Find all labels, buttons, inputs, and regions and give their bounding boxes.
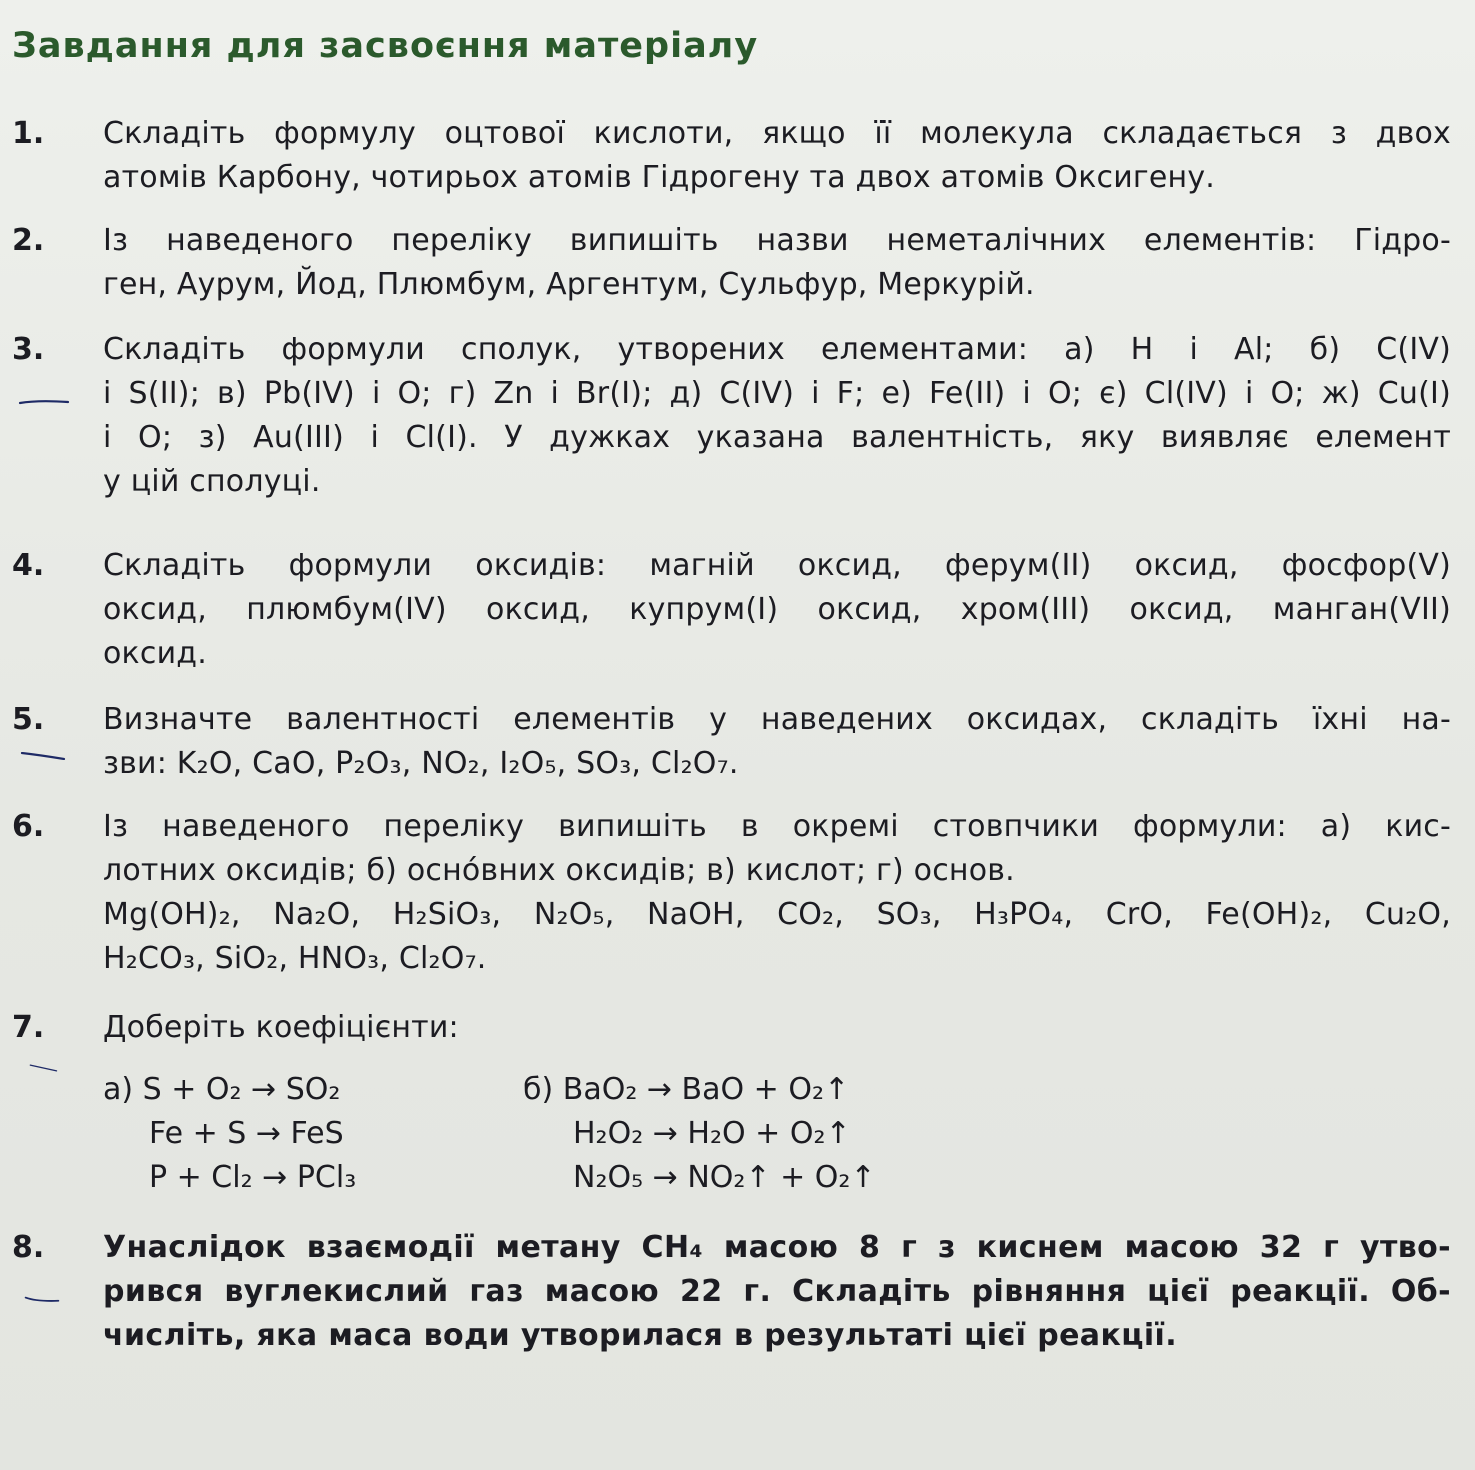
task-text — [103, 112, 1451, 200]
task-text — [103, 1226, 1451, 1358]
task-number: 7. — [12, 1010, 45, 1045]
equations-column-b — [523, 1068, 876, 1200]
equation: Fe + S → FeS — [149, 1116, 344, 1151]
task-number: 6. — [12, 809, 45, 844]
task-line: і S(II); в) Pb(IV) і O; г) Zn і Br(I); д) C(IV) і F; е) Fe(II) і O; є) Cl(IV) і O; ж) Cu(I) — [103, 376, 1451, 411]
equation: N₂O₅ → NO₂↑ + O₂↑ — [573, 1160, 876, 1195]
task-number: 8. — [12, 1230, 45, 1265]
equation: P + Cl₂ → PCl₃ — [149, 1160, 357, 1195]
task-line: Складіть формули оксидів: магній оксид, ферум(II) оксид, фосфор(V) — [103, 548, 1451, 583]
task-text — [103, 328, 1451, 504]
task-line: Складіть формулу оцтової кислоти, якщо її молекула складається з двох — [103, 116, 1451, 151]
task-number: 1. — [12, 116, 45, 151]
formula-list-line: H₂CO₃, SiO₂, HNO₃, Cl₂O₇. — [103, 941, 487, 976]
task-text — [103, 805, 1451, 981]
section-title: Завдання для засвоєння матеріалу — [12, 26, 759, 66]
task-line: рився вуглекислий газ масою 22 г. Складіть рівняння цієї реакції. Об- — [103, 1274, 1451, 1309]
task-number: 5. — [12, 702, 45, 737]
equations-column-a — [103, 1068, 356, 1200]
task-line: Складіть формули сполук, утворених елементами: а) H і Al; б) C(IV) — [103, 332, 1451, 367]
task-text — [103, 1006, 1451, 1050]
task-line: Доберіть коефіцієнти: — [103, 1010, 459, 1045]
equation: H₂O₂ → H₂O + O₂↑ — [573, 1116, 851, 1151]
task-line: ген, Аурум, Йод, Плюмбум, Аргентум, Сульфур, Меркурій. — [103, 267, 1035, 302]
task-line: у цій сполуці. — [103, 464, 321, 499]
task-line: Визначте валентності елементів у наведених оксидах, складіть їхні на- — [103, 702, 1451, 737]
task-text — [103, 698, 1451, 786]
task-line: зви: K₂O, CaO, P₂O₃, NO₂, I₂O₅, SO₃, Cl₂O₇. — [103, 746, 739, 781]
equation: а) S + O₂ → SO₂ — [103, 1072, 341, 1107]
task-text — [103, 544, 1451, 676]
task-line: оксид, плюмбум(IV) оксид, купрум(I) оксид, хром(III) оксид, манган(VII) — [103, 592, 1451, 627]
task-line: Унаслідок взаємодії метану CH₄ масою 8 г з киснем масою 32 г утво- — [103, 1230, 1451, 1265]
task-line: оксид. — [103, 636, 207, 671]
task-text — [103, 219, 1451, 307]
task-number: 3. — [12, 332, 45, 367]
pen-mark — [18, 398, 70, 406]
task-number: 2. — [12, 223, 45, 258]
task-line: атомів Карбону, чотирьох атомів Гідрогену та двох атомів Оксигену. — [103, 160, 1216, 195]
task-line: і O; з) Au(III) і Cl(I). У дужках указана валентність, яку виявляє елемент — [103, 420, 1451, 455]
task-line: Із наведеного переліку випишіть в окремі стовпчики формули: а) кис- — [103, 809, 1451, 844]
task-line: числіть, яка маса води утворилася в результаті цієї реакції. — [103, 1318, 1178, 1353]
task-line: Із наведеного переліку випишіть назви неметалічних елементів: Гідро- — [103, 223, 1451, 258]
equation: б) BaO₂ → BaO + O₂↑ — [523, 1072, 850, 1107]
pen-mark — [18, 1064, 70, 1072]
task-number: 4. — [12, 548, 45, 583]
formula-list-line: Mg(OH)₂, Na₂O, H₂SiO₃, N₂O₅, NaOH, CO₂, SO₃, H₃PO₄, CrO, Fe(OH)₂, Cu₂O, — [103, 897, 1451, 932]
task-line: лотних оксидів; б) осно́вних оксидів; в) кислот; г) основ. — [103, 853, 1015, 888]
pen-mark — [18, 752, 70, 760]
pen-mark — [18, 1296, 70, 1304]
